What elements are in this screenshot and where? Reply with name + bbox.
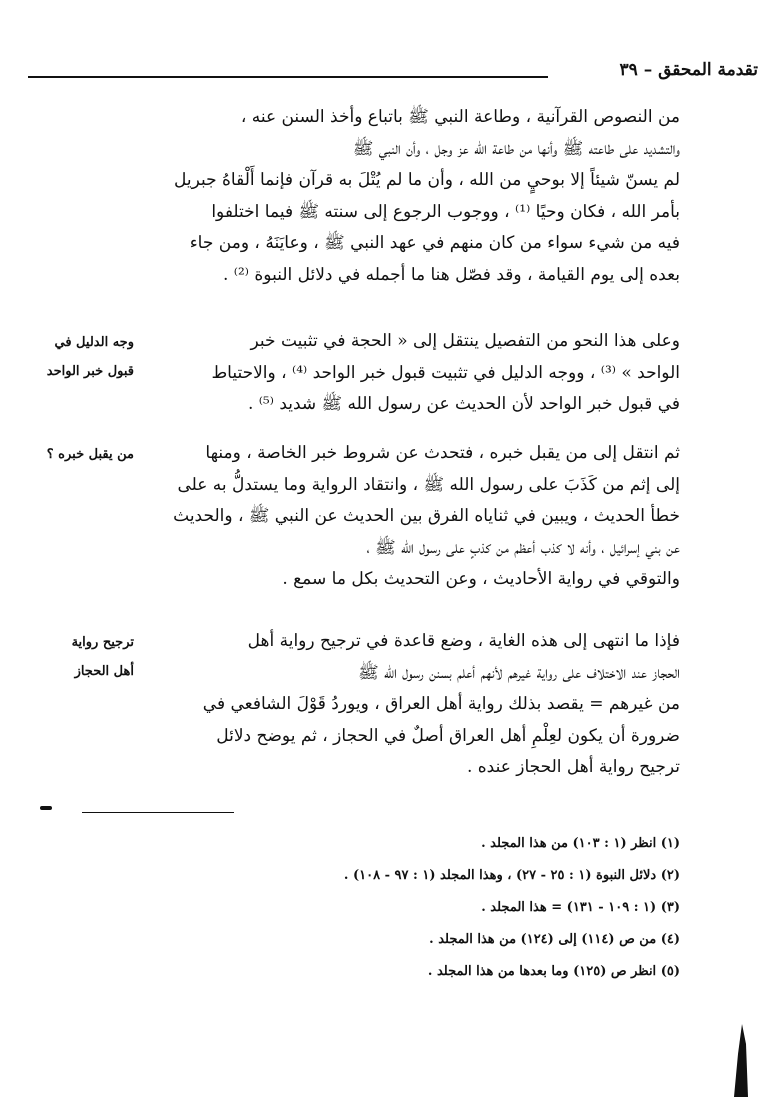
margin-note-line: أهل الحجاز: [74, 664, 134, 679]
paragraph-4: [160, 626, 680, 784]
paragraph-line: بأمر الله ، فكان وحيًا ⁽¹⁾ ، ووجوب الرجوع إلى سنته ﷺ فيما اختلفوا: [211, 201, 680, 222]
scan-edge-shadow: [734, 1024, 748, 1097]
footnote: (٤) من ص (١١٤) إلى (١٢٤) من هذا المجلد .: [429, 932, 680, 947]
footnote-rule: [82, 812, 234, 813]
paragraph-line: عن بني إسرائيل ، وأنه لا كذب أعظم من كذبٍ على رسول الله ﷺ ،: [366, 537, 680, 558]
paragraph-line: فيه من شيء سواء من كان منهم في عهد النبي ﷺ ، وعايَنَهُ ، ومن جاء: [189, 233, 680, 253]
paragraph-line: بعده إلى يوم القيامة ، وقد فصّل هنا ما أجمله في دلائل النبوة ⁽²⁾ .: [222, 264, 680, 285]
footnote: (١) انظر (١ : ١٠٣) من هذا المجلد .: [481, 836, 680, 851]
paragraph-line: ضرورة أن يكون لعِلْمِ أهل العراق أصلٌ في الحجاز ، ثم يوضح دلائل: [216, 725, 680, 746]
paragraph-line: فإذا ما انتهى إلى هذه الغاية ، وضع قاعدة في ترجيح رواية أهل: [247, 631, 680, 651]
footnotes: [80, 828, 680, 988]
margin-note-evidence: [14, 328, 134, 386]
margin-note-line: وجه الدليل في: [54, 335, 134, 350]
paragraph-line: والتشديد على طاعته ﷺ وأنها من طاعة الله عز وجل ، وأن النبي ﷺ: [352, 138, 680, 159]
header-rule: [28, 76, 548, 78]
margin-note-line: قبول خبر الواحد: [46, 364, 134, 379]
paragraph-line: والتوقي في رواية الأحاديث ، وعن التحديث بكل ما سمع .: [282, 569, 680, 589]
margin-note-line: من يقبل خبره ؟: [46, 447, 134, 462]
margin-note-line: ترجيح رواية: [71, 635, 134, 650]
paragraph-line: ترجيح رواية أهل الحجاز عنده .: [466, 757, 680, 777]
paragraph-line: خطأ الحديث ، ويبين في ثناياه الفرق بين الحديث عن النبي ﷺ ، والحديث: [173, 506, 680, 526]
paragraph-2: [160, 326, 680, 421]
footnote: (٢) دلائل النبوة (١ : ٢٥ - ٢٧) ، وهذا المجلد (١ : ٩٧ - ١٠٨) .: [343, 868, 680, 883]
paragraph-line: وعلى هذا النحو من التفصيل ينتقل إلى « الحجة في تثبيت خبر: [250, 331, 680, 351]
paragraph-line: إلى إثم من كَذَبَ على رسول الله ﷺ ، وانتقاد الرواية وما يستدلُّ به على: [177, 474, 680, 495]
margin-note-hijaz: [14, 628, 134, 686]
paragraph-3: [160, 438, 680, 596]
page-header-title: تقدمة المحقق – ٣٩: [619, 60, 758, 80]
paragraph-line: من النصوص القرآنية ، وطاعة النبي ﷺ باتباع وأخذ السنن عنه ،: [240, 107, 680, 127]
paragraph-1: [160, 102, 680, 291]
paragraph-line: ثم انتقل إلى من يقبل خبره ، فتحدث عن شروط خبر الخاصة ، ومنها: [205, 443, 680, 463]
footnote: (٥) انظر ص (١٢٥) وما بعدها من هذا المجلد .: [427, 964, 680, 979]
margin-note-who-accepted: [14, 440, 134, 469]
margin-dash-mark: [40, 806, 52, 810]
paragraph-line: في قبول خبر الواحد لأن الحديث عن رسول الله ﷺ شديد ⁽⁵⁾ .: [247, 394, 680, 414]
footnote: (٣) (١ : ١٠٩ - ١٣١) = هذا المجلد .: [481, 900, 680, 915]
paragraph-line: الواحد » ⁽³⁾ ، ووجه الدليل في تثبيت قبول خبر الواحد ⁽⁴⁾ ، والاحتياط: [211, 362, 680, 383]
paragraph-line: لم يسنّ شيئاً إلا بوحيٍ من الله ، وأن ما لم يُتْلَ به قرآن فإنما أَلْقاهُ جبريل: [173, 170, 680, 190]
paragraph-line: من غيرهم = يقصد بذلك رواية أهل العراق ، ويوردُ قَوْلَ الشافعي في: [202, 694, 680, 714]
paragraph-line: الحجاز عند الاختلاف على رواية غيرهم لأنهم أعلم بسنن رسول الله ﷺ: [358, 662, 680, 683]
